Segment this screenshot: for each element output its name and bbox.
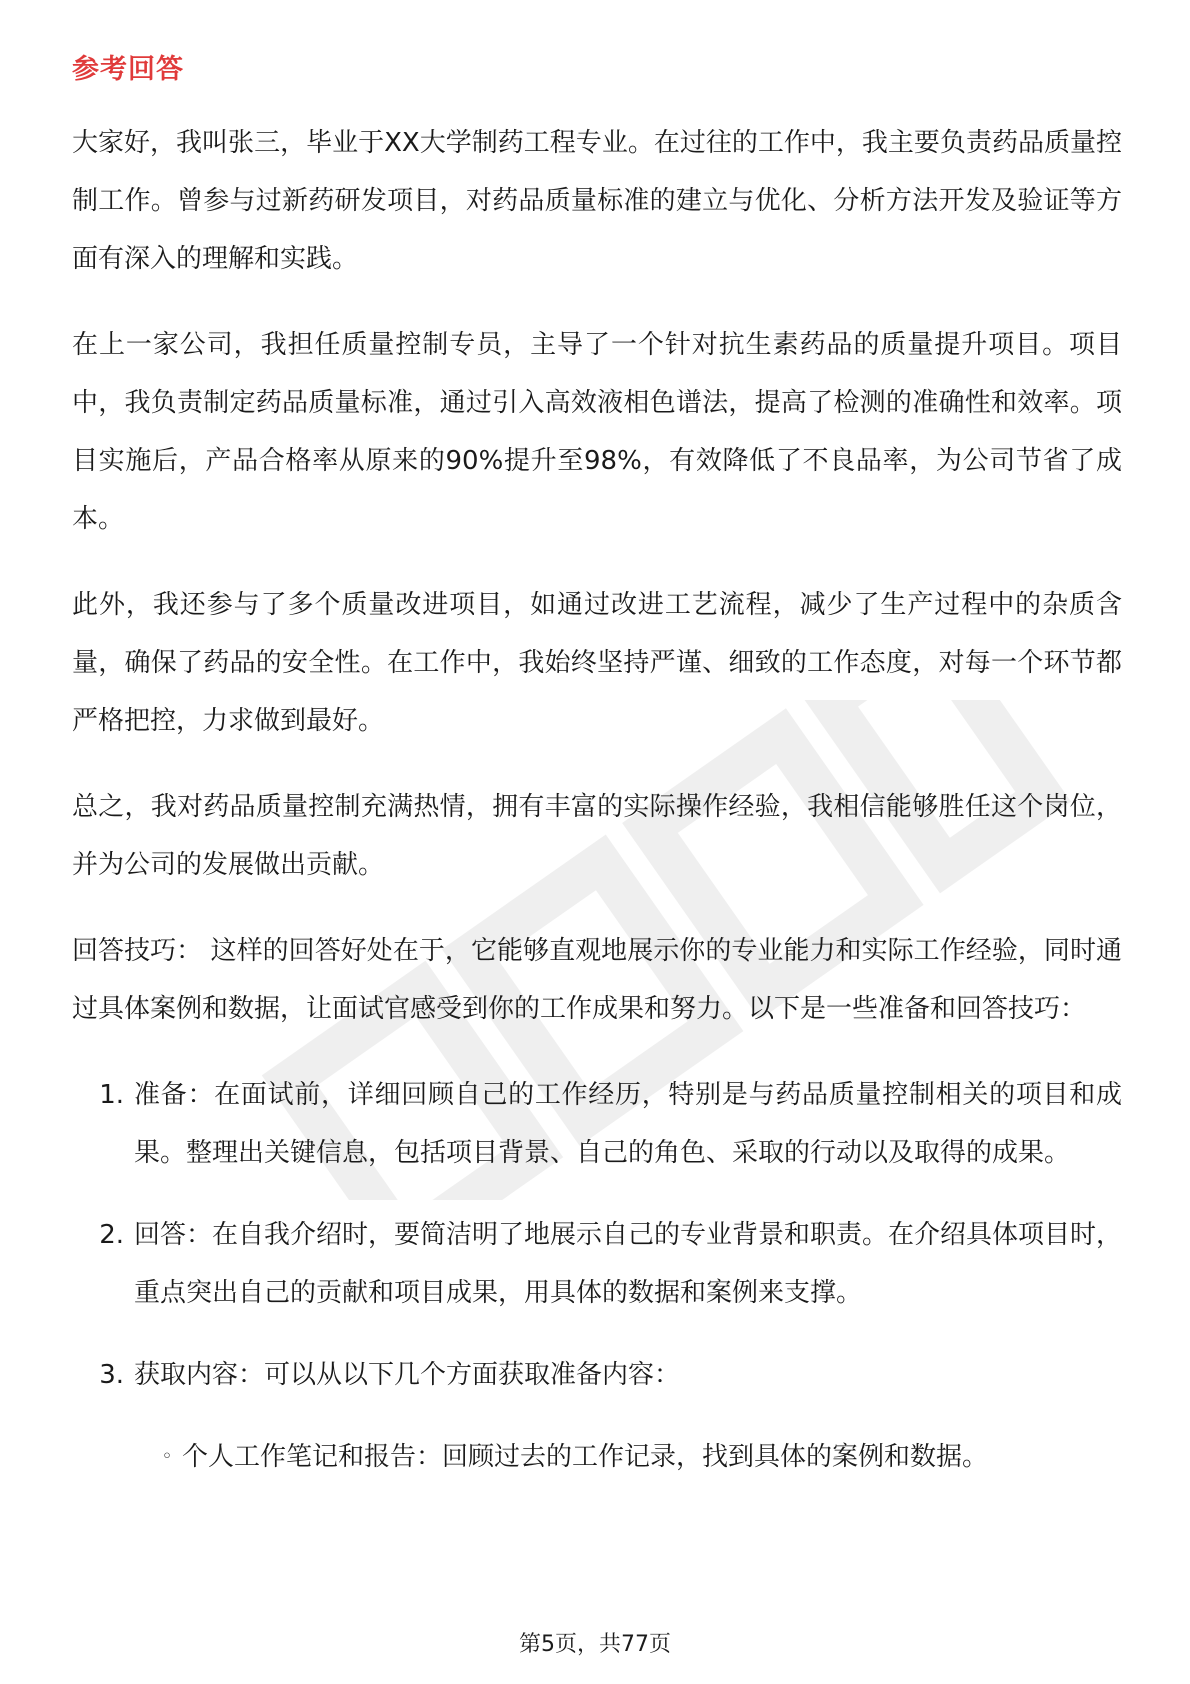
sub-list-text: 个人工作笔记和报告：回顾过去的工作记录，找到具体的案例和数据。: [182, 1442, 989, 1472]
list-number: 3.: [99, 1360, 124, 1390]
list-item: [72, 1066, 1122, 1182]
list-number: 1.: [99, 1080, 124, 1110]
paragraph-intro: 大家好，我叫张三，毕业于XX大学制药工程专业。在过往的工作中，我主要负责药品质量控制工作。曾参与过新药研发项目，对药品质量标准的建立与优化、分析方法开发及验证等方面有深入的理解和实践。: [72, 128, 1122, 274]
tips-list: [72, 1066, 1122, 1404]
list-text: 准备：在面试前，详细回顾自己的工作经历，特别是与药品质量控制相关的项目和成果。整理出关键信息，包括项目背景、自己的角色、采取的行动以及取得的成果。: [134, 1080, 1122, 1168]
paragraph-tips: 回答技巧： 这样的回答好处在于，它能够直观地展示你的专业能力和实际工作经验，同时通过具体案例和数据，让面试官感受到你的工作成果和努力。以下是一些准备和回答技巧：: [72, 936, 1122, 1024]
paragraph-previous-job: 在上一家公司，我担任质量控制专员，主导了一个针对抗生素药品的质量提升项目。项目中，我负责制定药品质量标准，通过引入高效液相色谱法，提高了检测的准确性和效率。项目实施后，产品合格率从原来的90%提升至98%，有效降低了不良品率，为公司节省了成本。: [72, 330, 1122, 534]
list-item: [72, 1206, 1122, 1322]
paragraph-improvement: 此外，我还参与了多个质量改进项目，如通过改进工艺流程，减少了生产过程中的杂质含量，确保了药品的安全性。在工作中，我始终坚持严谨、细致的工作态度，对每一个环节都严格把控，力求做到最好。: [72, 590, 1122, 736]
list-text: 回答：在自我介绍时，要简洁明了地展示自己的专业背景和职责。在介绍具体项目时，重点突出自己的贡献和项目成果，用具体的数据和案例来支撑。: [134, 1220, 1123, 1308]
hollow-bullet-icon: ◦: [161, 1446, 173, 1467]
list-item: [72, 1346, 1122, 1404]
section-title: 参考回答: [72, 54, 184, 85]
sub-list-item: [152, 1428, 1122, 1486]
list-number: 2.: [99, 1220, 124, 1250]
page-footer: 第5页，共77页: [519, 1632, 671, 1657]
paragraph-summary: 总之，我对药品质量控制充满热情，拥有丰富的实际操作经验，我相信能够胜任这个岗位，并为公司的发展做出贡献。: [72, 792, 1122, 880]
list-text: 获取内容：可以从以下几个方面获取准备内容：: [134, 1360, 681, 1390]
document-page: [72, 50, 1122, 1486]
